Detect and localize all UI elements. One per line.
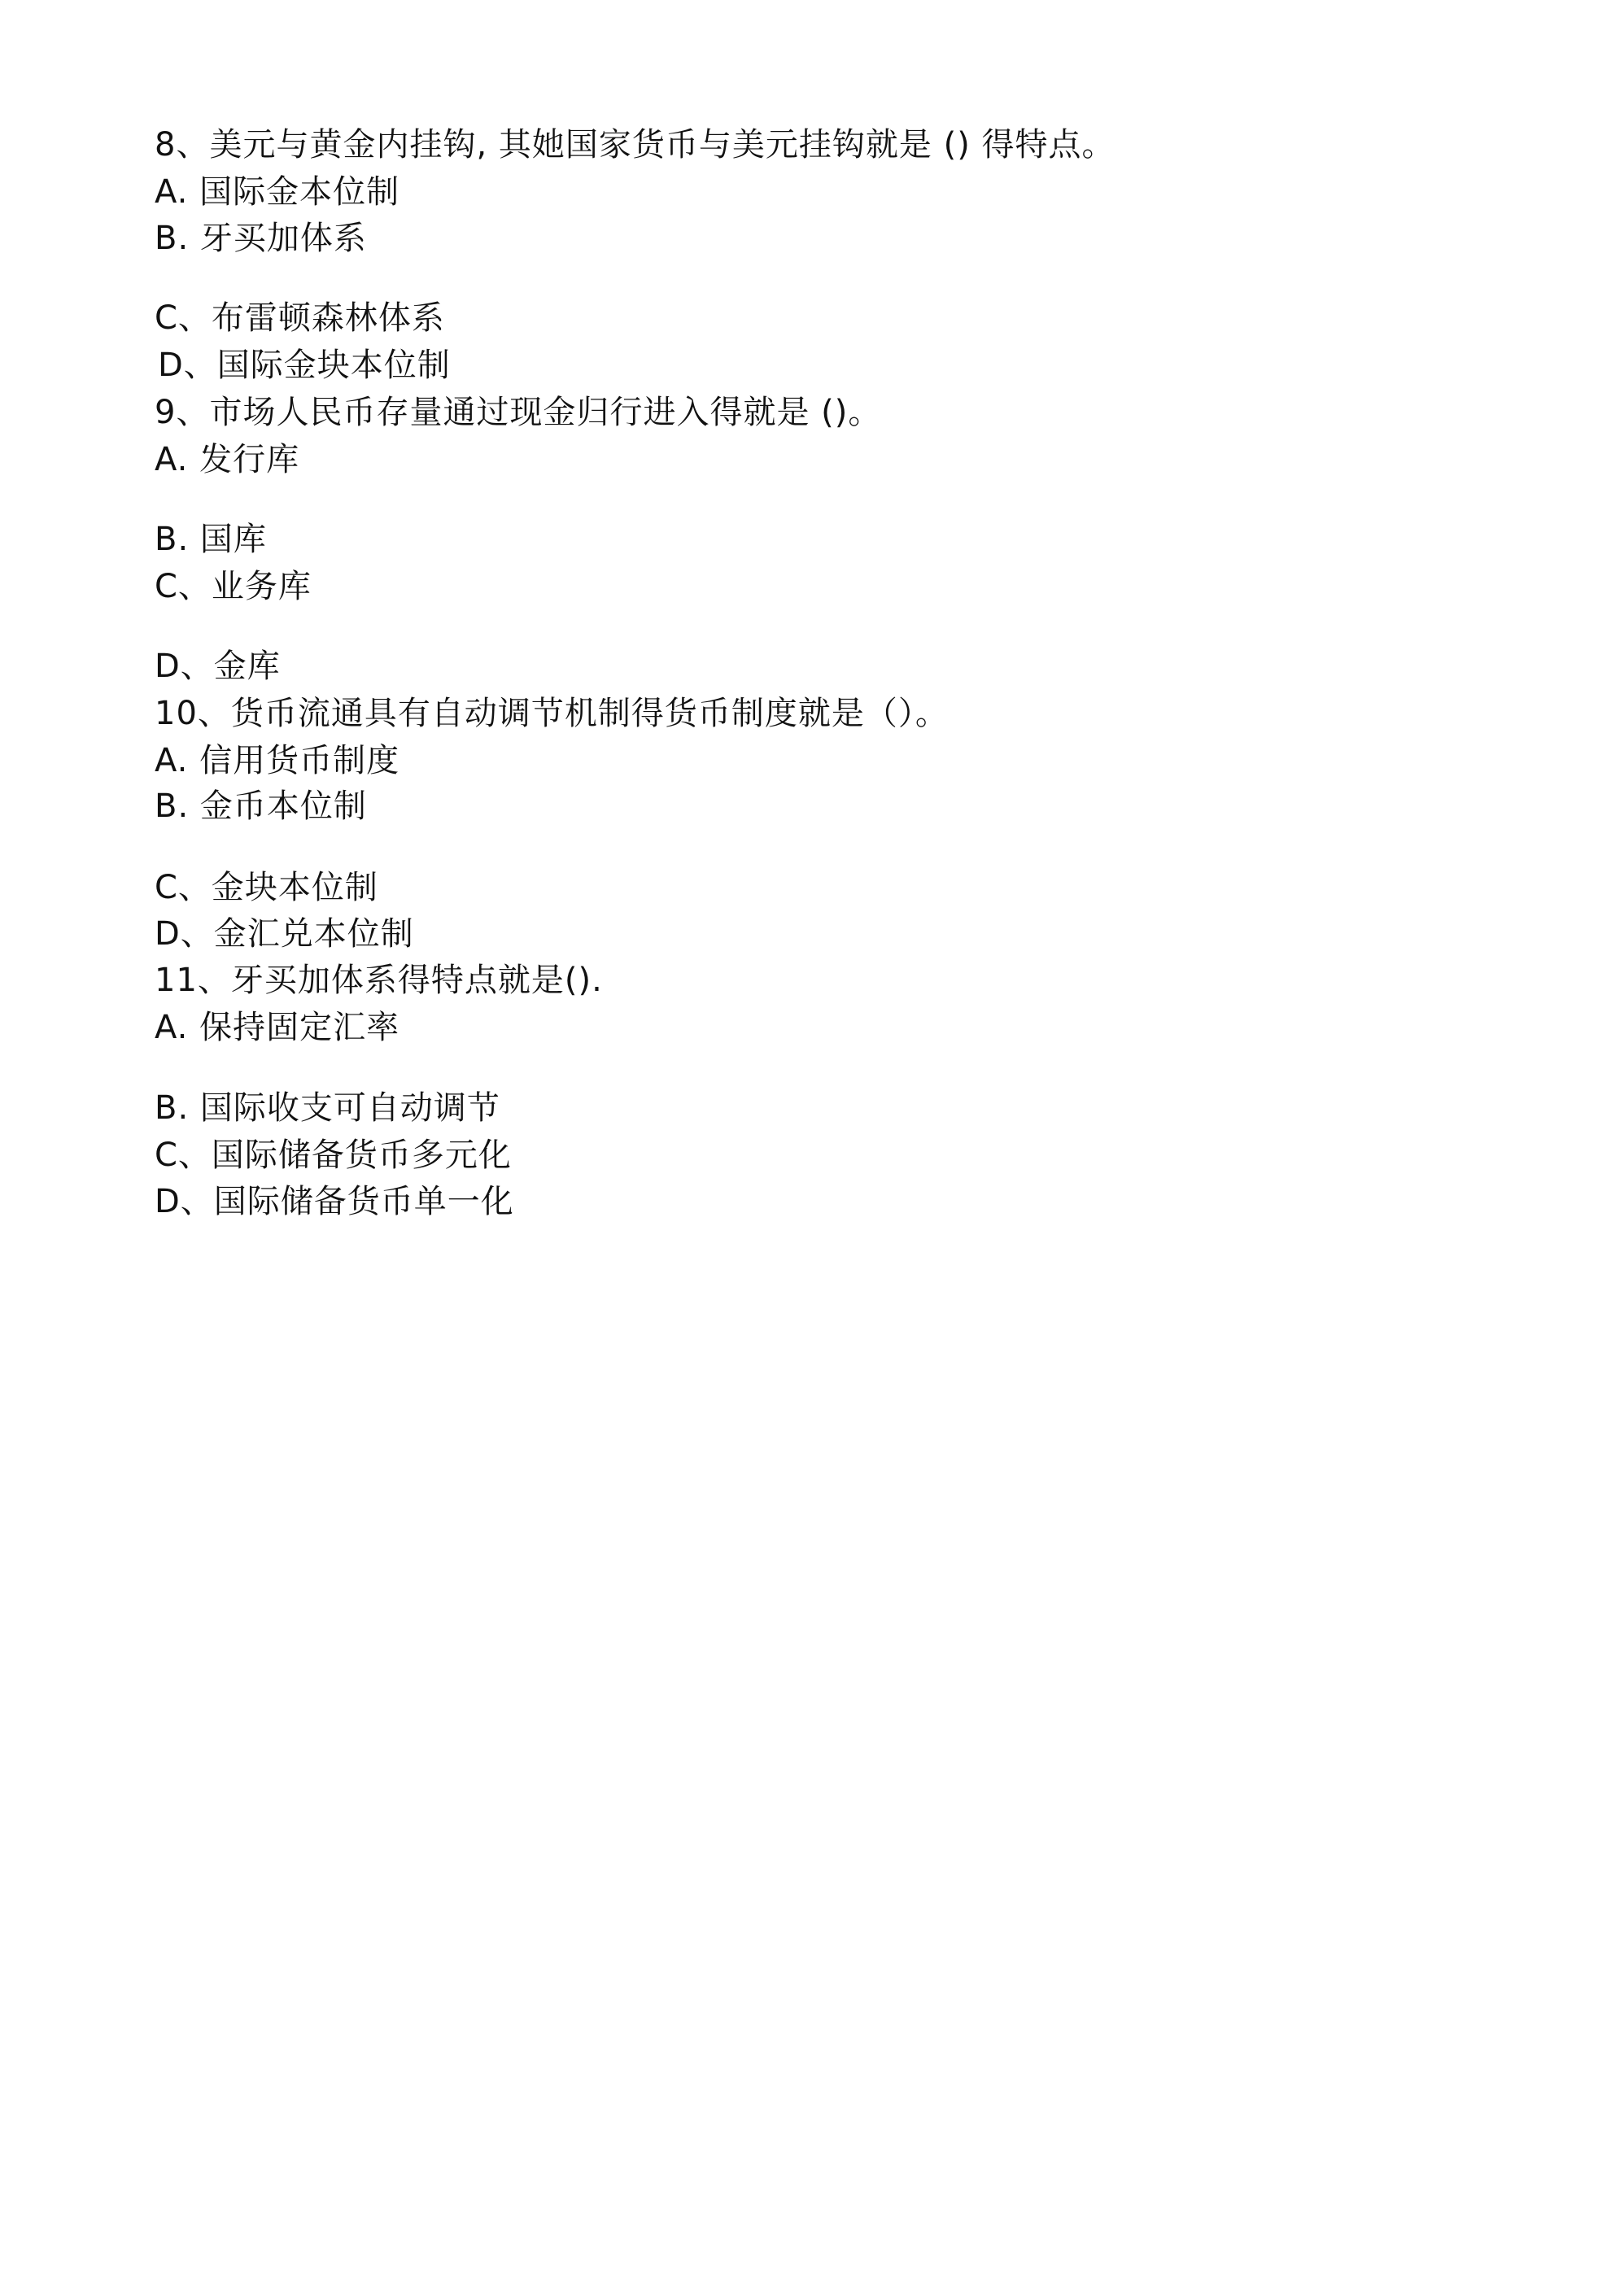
question-11-option-d: D、国际储备货币单一化 (155, 1183, 514, 1220)
question-9-option-a: A. 发行库 (155, 441, 300, 478)
question-11-option-a: A. 保持固定汇率 (155, 1009, 400, 1046)
question-10-stem: 10、货币流通具有自动调节机制得货币制度就是（）。 (155, 695, 949, 732)
question-10-option-c: C、金块本位制 (155, 869, 378, 906)
question-8-option-b: B. 牙买加体系 (155, 220, 367, 257)
question-8-option-c: C、布雷顿森林体系 (155, 299, 445, 337)
question-9-option-b: B. 国库 (155, 521, 267, 558)
question-11-stem: 11、牙买加体系得特点就是(). (155, 962, 603, 999)
question-8-stem: 8、美元与黄金内挂钩, 其她国家货币与美元挂钩就是 () 得特点。 (155, 126, 1115, 164)
question-11-option-b: B. 国际收支可自动调节 (155, 1089, 500, 1127)
question-10-option-a: A. 信用货币制度 (155, 742, 400, 779)
question-10-option-b: B. 金币本位制 (155, 788, 367, 825)
question-11-option-c: C、国际储备货币多元化 (155, 1137, 512, 1174)
question-9-option-d: D、金库 (155, 648, 281, 685)
question-9-stem: 9、市场人民币存量通过现金归行进入得就是 ()。 (155, 394, 882, 431)
question-8-option-a: A. 国际金本位制 (155, 173, 400, 211)
question-8-option-d: D、国际金块本位制 (158, 347, 451, 384)
question-10-option-d: D、金汇兑本位制 (155, 915, 414, 953)
question-9-option-c: C、业务库 (155, 568, 312, 605)
